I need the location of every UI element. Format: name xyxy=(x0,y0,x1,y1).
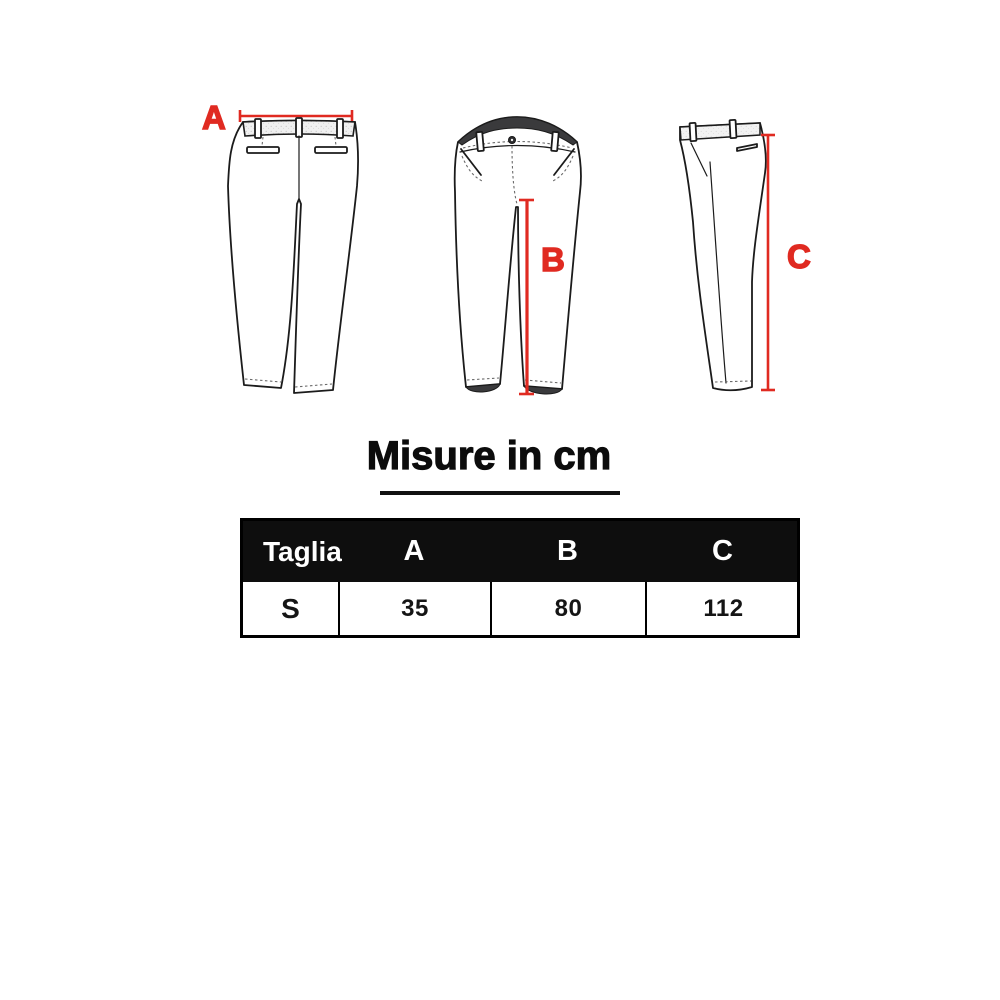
cell-size: S xyxy=(281,592,300,624)
size-table-header-row xyxy=(243,521,797,582)
header-b: B xyxy=(557,535,578,567)
header-c: C xyxy=(712,535,733,567)
header-taglia: Taglia xyxy=(263,535,342,567)
belt-loop xyxy=(255,119,261,138)
back-pocket-right xyxy=(315,147,347,153)
belt-loop xyxy=(690,123,697,141)
belt-loop xyxy=(730,120,737,138)
back-pocket-left xyxy=(247,147,279,153)
belt-loop xyxy=(551,132,559,151)
cell-measure-c: 112 xyxy=(645,582,800,635)
pants-front-view-illustration xyxy=(440,100,600,410)
belt-loop xyxy=(337,119,343,138)
pants-back-outline xyxy=(228,121,358,394)
title-underline xyxy=(380,491,620,495)
measure-label-c: C xyxy=(787,238,811,275)
belt-loop xyxy=(476,132,484,151)
cell-measure-a: 35 xyxy=(338,582,490,635)
cell-measure-b: 80 xyxy=(490,582,645,635)
header-a: A xyxy=(403,535,425,567)
pants-back-view-illustration xyxy=(195,100,365,410)
belt-loop xyxy=(296,118,302,137)
size-table-row xyxy=(243,582,797,635)
measure-label-a: A xyxy=(202,99,226,136)
measure-label-b: B xyxy=(541,241,565,278)
size-table xyxy=(240,518,800,638)
page-title: Misure in cm xyxy=(366,434,612,478)
